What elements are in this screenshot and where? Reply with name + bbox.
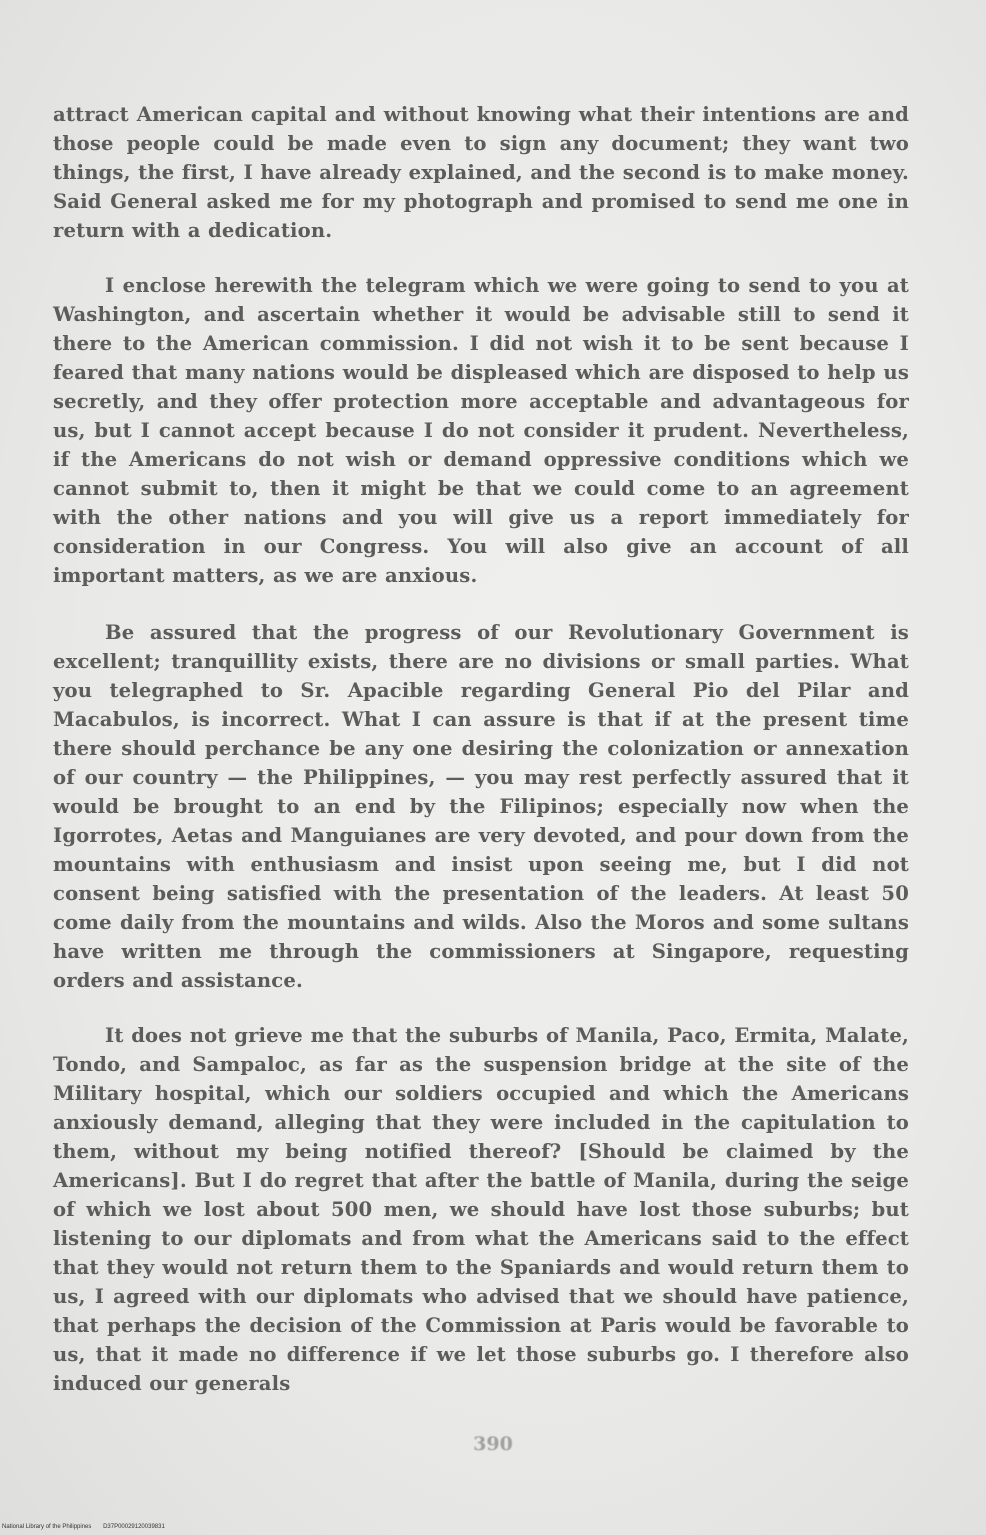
footer-library: National Library of the Philippines bbox=[2, 1524, 92, 1530]
paragraph-3 bbox=[53, 618, 909, 995]
paragraph-1-text: attract American capital and without knowing what their intentions are and those people could be made even to sign any document; they want two things, the first, I have already explained, and the second is to make money. Said General asked me for my photograph and promised to send me one in return with a dedication. bbox=[53, 103, 909, 242]
paragraph-1 bbox=[53, 100, 909, 245]
footer-credit bbox=[2, 1524, 175, 1530]
paragraph-2-text: I enclose herewith the telegram which we were going to send to you at Washington, and ascertain whether it would be advisable still to send it there to the American commission. I did not wish it to be sent because I feared that many nations would be displeased which are disposed to help us secretly, and they offer protection more acceptable and advantageous for us, but I cannot accept because I do not consider it prudent. Nevertheless, if the Americans do not wish or demand oppressive conditions which we cannot submit to, then it might be that we could come to an agreement with the other nations and you will give us a report immediately for consideration in our Congress. You will also give an account of all important matters, as we are anxious. bbox=[53, 274, 909, 587]
paragraph-4-text: It does not grieve me that the suburbs of Manila, Paco, Ermita, Malate, Tondo, and Sampaloc, as far as the suspension bridge at the site of the Military hospital, which our soldiers occupied and which the Americans anxiously demand, alleging that they were included in the capitulation to them, without my being notified thereof? [Should be claimed by the Americans]. But I do regret that after the battle of Manila, during the seige of which we lost about 500 men, we should have lost those suburbs; but listening to our diplomats and from what the Americans said to the effect that they would not return them to the Spaniards and would return them to us, I agreed with our diplomats who advised that we should have patience, that perhaps the decision of the Commission at Paris would be favorable to us, that it made no difference if we let those suburbs go. I therefore also induced our generals bbox=[53, 1024, 909, 1395]
footer-code: D37P00029120039831 bbox=[103, 1524, 165, 1530]
paragraph-2 bbox=[53, 271, 909, 590]
paragraph-3-text: Be assured that the progress of our Revolutionary Government is excellent; tranquillity exists, there are no divisions or small parties. What you telegraphed to Sr. Apacible regarding General Pio del Pilar and Macabulos, is incorrect. What I can assure is that if at the present time there should perchance be any one desiring the colonization or annexation of our country — the Philippines, — you may rest perfectly assured that it would be brought to an end by the Filipinos; especially now when the Igorrotes, Aetas and Manguianes are very devoted, and pour down from the mountains with enthusiasm and insist upon seeing me, but I did not consent being satisfied with the presentation of the leaders. At least 50 come daily from the mountains and wilds. Also the Moros and some sultans have written me through the commissioners at Singapore, requesting orders and assistance. bbox=[53, 621, 909, 992]
page-number: 390 bbox=[473, 1433, 513, 1455]
paragraph-4 bbox=[53, 1021, 909, 1398]
